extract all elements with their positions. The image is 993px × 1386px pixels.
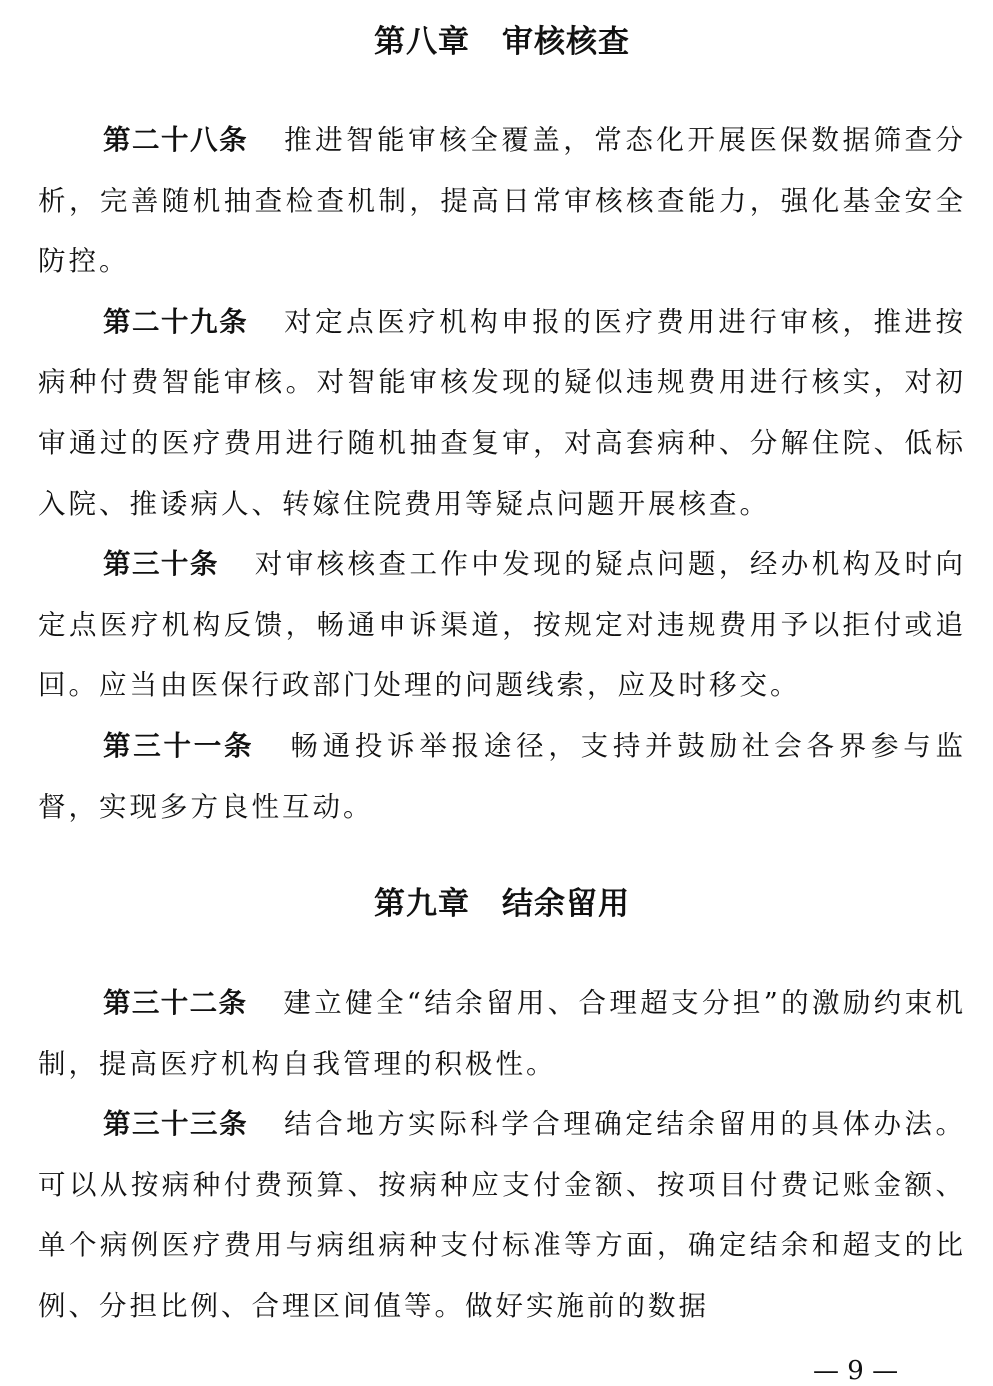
article-number: 第三十一条 (103, 729, 255, 762)
page-number: — 9 — (813, 1356, 899, 1386)
article-text: 对定点医疗机构申报的医疗费用进行审核，推进按病种付费智能审核。对智能审核发现的疑似违规费用进行核实，对初审通过的医疗费用进行随机抽查复审，对高套病种、分解住院、低标入院、推诿病人、转嫁住院费用等疑点问题开展核查。 (38, 305, 967, 520)
article-number: 第三十条 (103, 548, 219, 581)
article-text: 建立健全“结余留用、合理超支分担”的激励约束机制，提高医疗机构自我管理的积极性。 (38, 987, 967, 1080)
article-text: 对审核核查工作中发现的疑点问题，经办机构及时向定点医疗机构反馈，畅通申诉渠道，按规定对违规费用予以拒付或追回。应当由医保行政部门处理的问题线索，应及时移交。 (38, 548, 967, 702)
article-number: 第三十二条 (103, 987, 248, 1019)
article-28 (38, 110, 966, 292)
chapter-title: 第九章 结余留用 (374, 886, 630, 922)
chapter-8-body (38, 110, 966, 837)
article-text: 畅通投诉举报途径，支持并鼓励社会各界参与监督，实现多方良性互动。 (38, 729, 967, 823)
article-number: 第二十八条 (103, 124, 249, 156)
article-30 (38, 534, 966, 716)
article-number: 第三十三条 (103, 1108, 249, 1141)
article-text: 结合地方实际科学合理确定结余留用的具体办法。可以从按病种付费预算、按病种应支付金额、按项目付费记账金额、单个病例医疗费用与病组病种支付标准等方面，确定结余和超支的比例、分担比例、合理区间值等。做好实施前的数据 (38, 1108, 967, 1322)
article-29 (38, 292, 966, 534)
chapter-9-body (38, 973, 966, 1337)
article-33 (38, 1094, 966, 1336)
article-number: 第二十九条 (103, 305, 249, 338)
chapter-title: 第八章 审核核查 (374, 24, 630, 60)
article-31 (38, 716, 966, 837)
article-text: 推进智能审核全覆盖，常态化开展医保数据筛查分析，完善随机抽查检查机制，提高日常审核核查能力，强化基金安全防控。 (38, 124, 967, 278)
article-32 (38, 973, 966, 1094)
